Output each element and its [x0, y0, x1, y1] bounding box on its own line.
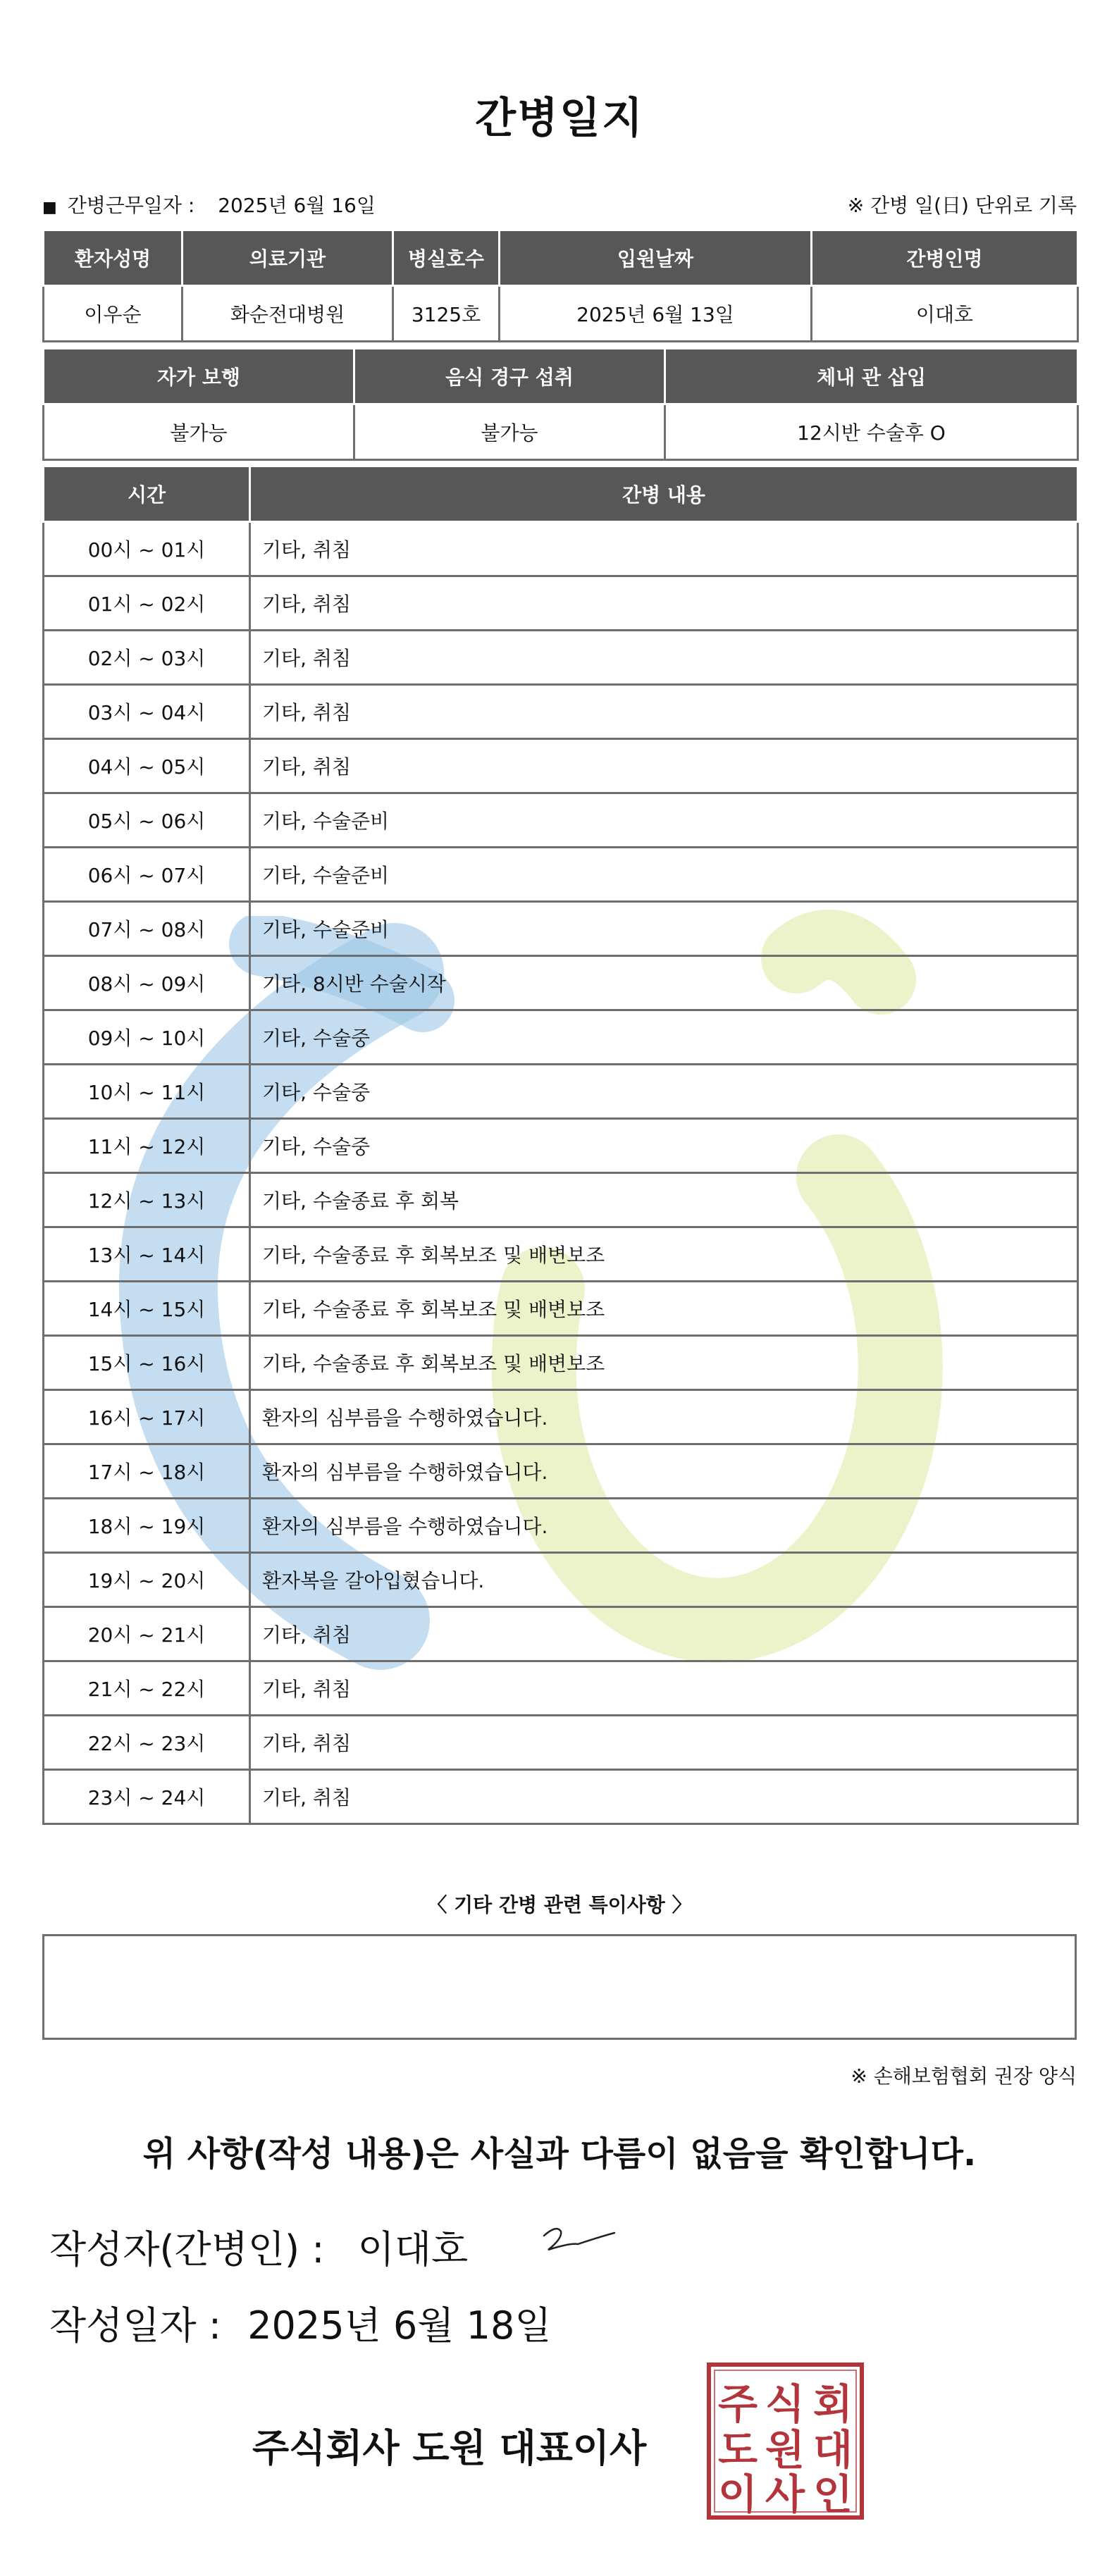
- time-cell: 06시 ~ 07시: [44, 848, 250, 902]
- signature-mark: [536, 2223, 620, 2258]
- content-cell: 기타, 수술종료 후 회복: [250, 1173, 1078, 1227]
- walking-value: 불가능: [44, 404, 354, 460]
- table-row: [44, 793, 1078, 848]
- table-row: [44, 1227, 1078, 1282]
- company-seal-stamp: [706, 2362, 865, 2520]
- special-notes-box: [42, 1934, 1077, 2040]
- table-row: [44, 1770, 1078, 1824]
- table-row: [44, 1119, 1078, 1173]
- content-cell: 기타, 수술종료 후 회복보조 및 배변보조: [250, 1227, 1078, 1282]
- square-bullet-icon: ■: [42, 199, 57, 216]
- patient-name: 이우순: [44, 286, 183, 342]
- table-row: [44, 956, 1078, 1010]
- written-date-row: [49, 2296, 552, 2350]
- caregiver-name: 이대호: [812, 286, 1078, 342]
- content-cell: 기타, 수술종료 후 회복보조 및 배변보조: [250, 1282, 1078, 1336]
- content-cell: 기타, 수술종료 후 회복보조 및 배변보조: [250, 1336, 1078, 1390]
- time-cell: 11시 ~ 12시: [44, 1119, 250, 1173]
- table-row: [44, 1716, 1078, 1770]
- table-row: [44, 739, 1078, 793]
- content-cell: 기타, 취침: [250, 1770, 1078, 1824]
- svg-text:회: 회: [812, 2380, 853, 2428]
- time-cell: 12시 ~ 13시: [44, 1173, 250, 1227]
- content-cell: 기타, 수술준비: [250, 848, 1078, 902]
- oral-intake-header: 음식 경구 섭취: [354, 349, 665, 404]
- time-cell: 02시 ~ 03시: [44, 631, 250, 685]
- time-cell: 13시 ~ 14시: [44, 1227, 250, 1282]
- time-cell: 16시 ~ 17시: [44, 1390, 250, 1444]
- content-cell: 기타, 취침: [250, 631, 1078, 685]
- svg-text:인: 인: [812, 2470, 853, 2518]
- time-cell: 01시 ~ 02시: [44, 576, 250, 631]
- special-notes-title: 〈 기타 간병 관련 특이사항 〉: [427, 1893, 692, 1916]
- patient-name-header: 환자성명: [44, 230, 183, 286]
- log-body: [44, 522, 1078, 1824]
- time-cell: 00시 ~ 01시: [44, 522, 250, 576]
- tube-insertion-header: 체내 관 삽입: [665, 349, 1078, 404]
- content-cell: 기타, 취침: [250, 685, 1078, 739]
- table-row: [44, 1065, 1078, 1119]
- caregiver-name-header: 간병인명: [812, 230, 1078, 286]
- content-cell: 기타, 취침: [250, 522, 1078, 576]
- patient-info-table: [42, 229, 1079, 342]
- time-cell: 03시 ~ 04시: [44, 685, 250, 739]
- content-cell: 환자복을 갈아입혔습니다.: [250, 1553, 1078, 1607]
- room-header: 병실호수: [393, 230, 500, 286]
- time-cell: 20시 ~ 21시: [44, 1607, 250, 1661]
- table-row: [44, 1607, 1078, 1661]
- content-cell: 기타, 취침: [250, 1716, 1078, 1770]
- hospital: 화순전대병원: [183, 286, 393, 342]
- content-cell: 기타, 8시반 수술시작: [250, 956, 1078, 1010]
- table-row: [44, 631, 1078, 685]
- time-cell: 22시 ~ 23시: [44, 1716, 250, 1770]
- table-row: [44, 1444, 1078, 1499]
- content-cell: 기타, 취침: [250, 1661, 1078, 1716]
- time-cell: 14시 ~ 15시: [44, 1282, 250, 1336]
- content-cell: 기타, 수술중: [250, 1010, 1078, 1065]
- svg-text:식: 식: [765, 2380, 805, 2428]
- content-cell: 기타, 수술준비: [250, 793, 1078, 848]
- time-cell: 21시 ~ 22시: [44, 1661, 250, 1716]
- table-row: [44, 1010, 1078, 1065]
- content-cell: 환자의 심부름을 수행하였습니다.: [250, 1499, 1078, 1553]
- table-row: [44, 902, 1078, 956]
- writer-name: 이대호: [357, 2227, 469, 2272]
- hospital-header: 의료기관: [183, 230, 393, 286]
- patient-header-row: [44, 230, 1078, 286]
- svg-text:이: 이: [717, 2470, 758, 2518]
- company-representative: 주식회사 도원 대표이사: [252, 2426, 647, 2470]
- time-cell: 17시 ~ 18시: [44, 1444, 250, 1499]
- work-date-label: 간병근무일자 :: [67, 194, 195, 217]
- walking-header: 자가 보행: [44, 349, 354, 404]
- svg-text:원: 원: [765, 2426, 805, 2474]
- log-header-row: [44, 466, 1078, 522]
- content-cell: 기타, 수술중: [250, 1065, 1078, 1119]
- content-cell: 기타, 취침: [250, 1607, 1078, 1661]
- admission-date-header: 입원날짜: [500, 230, 812, 286]
- status-value-row: [44, 404, 1078, 460]
- time-cell: 05시 ~ 06시: [44, 793, 250, 848]
- svg-text:도: 도: [717, 2426, 758, 2474]
- table-row: [44, 685, 1078, 739]
- confirmation-statement: 위 사항(작성 내용)은 사실과 다름이 없음을 확인합니다.: [142, 2134, 977, 2174]
- time-header: 시간: [44, 466, 250, 522]
- document-title: 간병일지: [475, 94, 644, 143]
- work-date-value: 2025년 6월 16일: [218, 194, 376, 217]
- status-header-row: [44, 349, 1078, 404]
- svg-text:주: 주: [717, 2380, 758, 2428]
- time-cell: 19시 ~ 20시: [44, 1553, 250, 1607]
- time-cell: 18시 ~ 19시: [44, 1499, 250, 1553]
- written-date-label: 작성일자 :: [49, 2303, 222, 2348]
- writer-row: [49, 2219, 468, 2274]
- time-cell: 09시 ~ 10시: [44, 1010, 250, 1065]
- patient-value-row: [44, 286, 1078, 342]
- time-cell: 15시 ~ 16시: [44, 1336, 250, 1390]
- table-row: [44, 522, 1078, 576]
- form-source-note: ※ 손해보험협회 권장 양식: [851, 2064, 1077, 2088]
- record-unit-note: ※ 간병 일(日) 단위로 기록: [847, 194, 1077, 217]
- content-cell: 환자의 심부름을 수행하였습니다.: [250, 1390, 1078, 1444]
- table-row: [44, 848, 1078, 902]
- table-row: [44, 1336, 1078, 1390]
- room-number: 3125호: [393, 286, 500, 342]
- patient-status-table: [42, 347, 1079, 461]
- content-cell: 환자의 심부름을 수행하였습니다.: [250, 1444, 1078, 1499]
- tube-insertion-value: 12시반 수술후 O: [665, 404, 1078, 460]
- table-row: [44, 1499, 1078, 1553]
- time-cell: 10시 ~ 11시: [44, 1065, 250, 1119]
- time-cell: 08시 ~ 09시: [44, 956, 250, 1010]
- table-row: [44, 1173, 1078, 1227]
- table-row: [44, 1390, 1078, 1444]
- svg-text:사: 사: [765, 2470, 805, 2518]
- svg-text:대: 대: [812, 2426, 853, 2474]
- care-content-header: 간병 내용: [250, 466, 1078, 522]
- work-date-row: [42, 190, 376, 218]
- time-cell: 07시 ~ 08시: [44, 902, 250, 956]
- time-cell: 23시 ~ 24시: [44, 1770, 250, 1824]
- oral-intake-value: 불가능: [354, 404, 665, 460]
- content-cell: 기타, 수술중: [250, 1119, 1078, 1173]
- table-row: [44, 1553, 1078, 1607]
- time-cell: 04시 ~ 05시: [44, 739, 250, 793]
- content-cell: 기타, 수술준비: [250, 902, 1078, 956]
- content-cell: 기타, 취침: [250, 576, 1078, 631]
- care-log-table: [42, 465, 1079, 1825]
- written-date-value: 2025년 6월 18일: [247, 2303, 552, 2348]
- table-row: [44, 1661, 1078, 1716]
- admission-date: 2025년 6월 13일: [500, 286, 812, 342]
- table-row: [44, 576, 1078, 631]
- content-cell: 기타, 취침: [250, 739, 1078, 793]
- table-row: [44, 1282, 1078, 1336]
- writer-label: 작성자(간병인) :: [49, 2227, 325, 2272]
